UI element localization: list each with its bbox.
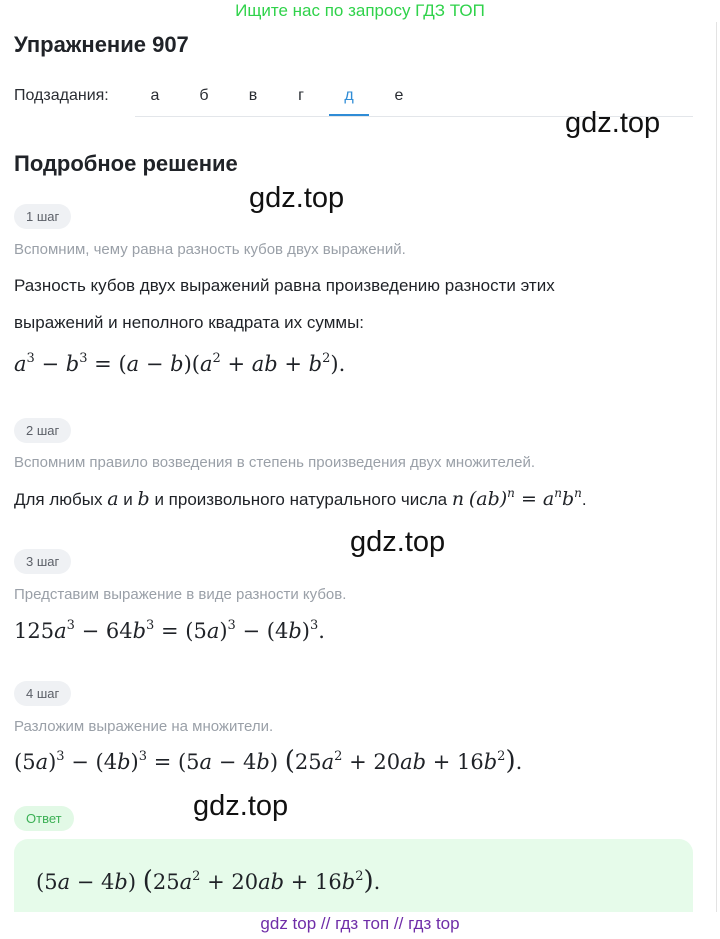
text-fragment: Для любых — [14, 490, 103, 509]
step-hint: Вспомним, чему равна разность кубов двух выражений. — [14, 241, 406, 258]
tab-b[interactable]: б — [199, 87, 209, 104]
step-hint: Вспомним правило возведения в степень произведения двух множителей. — [14, 454, 535, 471]
tab-d-active[interactable]: д — [329, 80, 369, 116]
formula-difference-of-cubes: $a^3 - b^3 = (a - b)(a^2$ + ab + $b^2$). — [14, 351, 346, 376]
answer-badge: Ответ — [14, 806, 74, 831]
answer-formula: (5a − 4b) $(25a^2 + 20ab + 16b^2)$. — [36, 866, 381, 896]
step-badge: 2 шаг — [14, 418, 71, 443]
tab-g[interactable]: г — [298, 87, 304, 104]
tab-v[interactable]: в — [248, 87, 258, 104]
step-text-power-rule: Для любых a и b и произвольного натурального числа n $(ab)^n = a^nb^n$. — [14, 486, 587, 510]
step-text: Разность кубов двух выражений равна произведению разности этих — [14, 276, 555, 295]
formula-step4: $(5a)^3 - (4b)^3 = (5a - 4b) (25a^2 + 20ab + 16b^2)$. — [14, 746, 523, 776]
formula-step3: $125a^3 - 64b^3 = (5a)^3 - (4b)^3$. — [14, 618, 325, 643]
step-badge: 3 шаг — [14, 549, 71, 574]
search-banner: Ищите нас по запросу ГДЗ ТОП — [235, 1, 485, 20]
step-badge: 4 шаг — [14, 681, 71, 706]
page-title: Упражнение 907 — [14, 32, 189, 57]
footer-links[interactable]: gdz top // гдз топ // гдз top — [260, 914, 460, 933]
text-fragment: и — [123, 490, 133, 509]
step-hint: Разложим выражение на множители. — [14, 718, 274, 735]
section-title: Подробное решение — [14, 151, 238, 176]
step-hint: Представим выражение в виде разности кубов. — [14, 586, 347, 603]
watermark: gdz.top — [249, 182, 345, 214]
watermark: gdz.top — [193, 790, 289, 822]
subtasks-label: Подзадания: — [14, 87, 109, 104]
tab-e[interactable]: е — [394, 87, 404, 104]
tab-a[interactable]: а — [150, 87, 160, 104]
step-badge: 1 шаг — [14, 204, 71, 229]
text-fragment: и произвольного натурального числа — [154, 490, 448, 509]
step-text: выражений и неполного квадрата их суммы: — [14, 313, 365, 332]
watermark: gdz.top — [565, 107, 661, 139]
watermark: gdz.top — [350, 526, 446, 558]
divider — [716, 22, 717, 912]
